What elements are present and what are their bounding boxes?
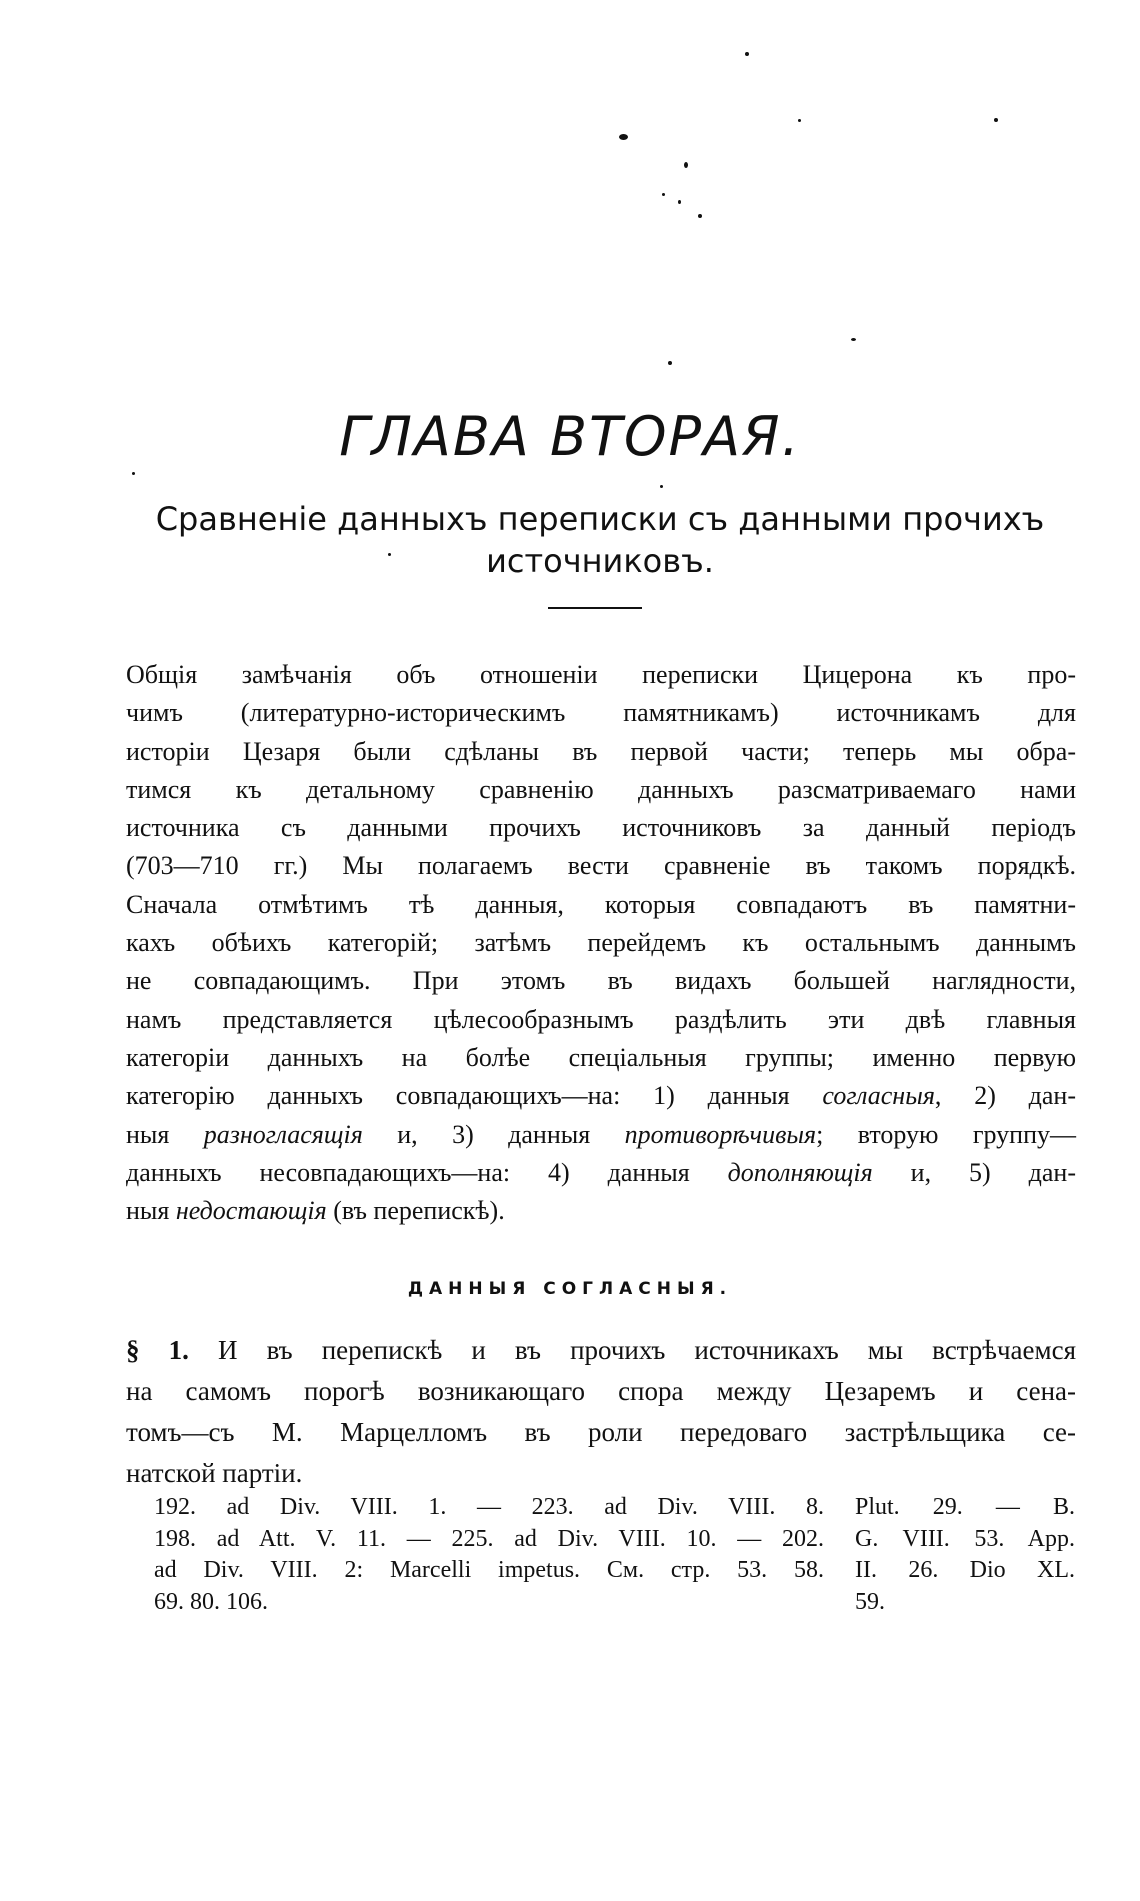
scan-speck <box>745 52 749 56</box>
reference-line: G. VIII. 53. App. <box>855 1525 1075 1552</box>
text-line <box>126 1116 1076 1154</box>
separator-rule <box>548 607 642 609</box>
references-right-column <box>855 1492 1075 1618</box>
scan-speck <box>619 134 628 140</box>
text-line: на самомъ порогѣ возникающаго спора между Цезаремъ и сена- <box>126 1376 1076 1406</box>
scan-speck <box>668 361 672 365</box>
text-run: И въ перепискѣ и въ прочихъ источникахъ мы встрѣчаемся <box>188 1335 1077 1365</box>
reference-line: Plut. 29. — B. <box>855 1494 1075 1520</box>
scan-speck <box>132 472 135 475</box>
text-line: томъ—съ М. Марцелломъ въ роли передоваго застрѣльщика се- <box>126 1417 1076 1447</box>
emphasized-term: недостающія <box>175 1196 327 1226</box>
reference-line: 198. ad Att. V. 11. — 225. ad Div. VIII. 10. — 202. <box>154 1525 824 1552</box>
emphasized-term: согласныя <box>822 1081 935 1111</box>
text-line: не совпадающимъ. При этомъ въ видахъ большей наглядности, <box>126 966 1076 996</box>
text-run: ныя <box>126 1196 176 1226</box>
scan-speck <box>994 118 998 122</box>
text-line <box>126 1330 1076 1371</box>
scan-speck <box>851 338 856 341</box>
scan-speck <box>698 214 702 218</box>
text-line: Общія замѣчанія объ отношеніи переписки Цицерона къ про- <box>126 660 1076 689</box>
references-left-column <box>154 1492 824 1618</box>
scan-speck <box>660 485 663 488</box>
emphasized-term: дополняющія <box>727 1157 873 1187</box>
text-line: Сначала отмѣтимъ тѣ данныя, которыя совпадаютъ въ памятни- <box>126 889 1076 919</box>
subtitle-line: Сравненіе данныхъ переписки съ данными прочихъ <box>155 500 1045 538</box>
reference-line: ad Div. VIII. 2: Marcelli impetus. См. стр. 53. 58. <box>154 1557 824 1583</box>
chapter-title: ГЛАВА ВТОРАЯ. <box>339 405 801 468</box>
section-1-paragraph <box>126 1330 1076 1494</box>
scan-speck <box>684 162 688 168</box>
text-line <box>126 1154 1076 1192</box>
text-line: натской партіи. <box>126 1458 303 1488</box>
text-run: ныя <box>126 1119 204 1149</box>
scan-speck <box>678 200 681 204</box>
reference-line: 69. 80. 106. <box>154 1588 268 1615</box>
scan-speck <box>798 119 801 122</box>
text-line: кахъ обѣихъ категорій; затѣмъ перейдемъ къ остальнымъ даннымъ <box>126 928 1076 958</box>
chapter-subtitle <box>120 498 1080 582</box>
scan-speck <box>662 193 665 196</box>
text-run: и, 5) дан- <box>872 1157 1076 1187</box>
section-heading: ДАННЫЯ СОГЛАСНЫЯ. <box>407 1279 733 1299</box>
reference-line: 59. <box>855 1588 885 1615</box>
text-line <box>126 1192 1076 1230</box>
text-run: и, 3) данныя <box>362 1119 625 1149</box>
text-line: категоріи данныхъ на болѣе спеціальныя группы; именно первую <box>126 1042 1076 1072</box>
text-line: тимся къ детальному сравненію данныхъ разсматриваемаго нами <box>126 774 1076 804</box>
text-line: чимъ (литературно-историческимъ памятникамъ) источникамъ для <box>126 698 1076 728</box>
intro-paragraph <box>126 656 1076 1230</box>
emphasized-term: разногласящія <box>203 1119 363 1149</box>
reference-line: II. 26. Dio XL. <box>855 1557 1075 1583</box>
text-run: , 2) дан- <box>934 1081 1077 1111</box>
text-run: данныхъ несовпадающихъ—на: 4) данныя <box>126 1157 728 1187</box>
text-run: (въ перепискѣ). <box>326 1196 505 1226</box>
text-run: ; вторую группу— <box>816 1119 1076 1149</box>
text-run: категорію данныхъ совпадающихъ—на: 1) данныя <box>126 1081 823 1111</box>
emphasized-term: противорѣчивыя <box>624 1119 817 1149</box>
subtitle-line: источниковъ. <box>486 542 714 580</box>
text-line <box>126 1077 1076 1115</box>
reference-line: 192. ad Div. VIII. 1. — 223. ad Div. VIII. 8. <box>154 1494 824 1520</box>
text-line: намъ представляется цѣлесообразнымъ раздѣлить эти двѣ главныя <box>126 1004 1076 1034</box>
text-line: исторіи Цезаря были сдѣланы въ первой части; теперь мы обра- <box>126 736 1076 766</box>
section-marker: § 1. <box>126 1335 189 1365</box>
text-line: источника съ данными прочихъ источниковъ за данный періодъ <box>126 813 1076 843</box>
text-line: (703—710 гг.) Мы полагаемъ вести сравненіе въ такомъ порядкѣ. <box>126 851 1076 881</box>
